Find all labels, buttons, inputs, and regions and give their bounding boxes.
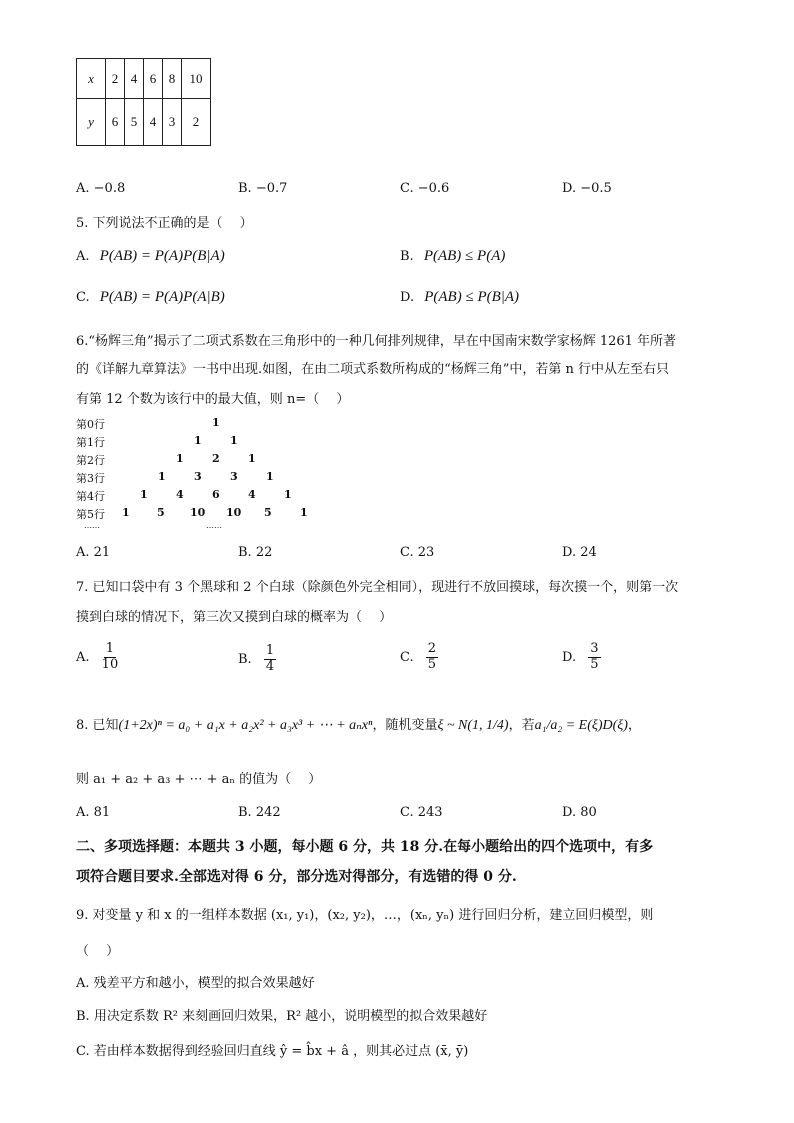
q9-stem-line2: （ ） [76,944,120,959]
triangle-number: 1 [158,470,166,483]
q7-stem-line1: 7. 已知口袋中有 3 个黑球和 2 个白球（除颜色外完全相同），现进行不放回摸球，每次摸一个，则第一次 [76,580,679,595]
q5-option-a [76,248,225,265]
q5-option-b [400,248,505,265]
triangle-number: 1 [230,434,238,447]
table-cell: 3 [163,99,182,146]
fraction-denominator: 10 [101,656,119,672]
q7-option-b [238,644,278,675]
triangle-number: 3 [194,470,202,483]
triangle-number: 1 [176,452,184,465]
q6-option-b: B. 22 [238,545,273,560]
triangle-number: 4 [176,488,184,501]
q4-option-a: A. −0.8 [76,181,126,196]
q7-option-a [76,642,120,673]
q5-option-d-label: D. [400,290,415,305]
table-cell: 6 [144,59,163,99]
q9-option-c: C. 若由样本数据得到经验回归直线 ŷ = b̂x + â ，则其必过点 (x̄, ȳ) [76,1044,469,1059]
table-row-y [77,99,211,146]
q5-option-c-formula: P(AB) = P(A)P(A|B) [99,289,225,305]
table-cell: 5 [125,99,144,146]
triangle-number: 4 [248,488,256,501]
q4-option-c: C. −0.6 [400,181,450,196]
triangle-number: 1 [248,452,256,465]
q6-option-a: A. 21 [76,545,111,560]
q7-option-fraction [426,642,438,673]
q5-option-c [76,289,225,306]
q8-mid-text: ，随机变量 [372,718,438,733]
fraction-numerator: 1 [105,641,115,656]
fraction-numerator: 1 [265,643,275,658]
q5-stem: 5. 下列说法不正确的是（ ） [76,216,253,231]
q5-option-a-formula: P(AB) = P(A)P(B|A) [99,248,225,264]
q7-option-label: B. [238,651,252,667]
q8-stem-line1 [76,714,641,734]
q5-option-b-label: B. [400,249,414,264]
q5-option-d [400,289,519,306]
table-row-x [77,59,211,99]
q4-option-b: B. −0.7 [238,181,288,196]
q5-option-d-formula: P(AB) ≤ P(B|A) [424,289,520,305]
table-cell: 2 [106,59,125,99]
triangle-number: 2 [212,452,220,465]
table-cell: 4 [125,59,144,99]
triangle-number: 10 [226,506,242,519]
q9-option-b: B. 用决定系数 R² 来刻画回归效果，R² 越小，说明模型的拟合效果越好 [76,1009,488,1024]
q7-option-label: A. [76,649,90,665]
q7-option-label: D. [562,649,577,665]
q5-option-c-label: C. [76,290,90,305]
triangle-number: 1 [212,416,220,429]
table-cell: 8 [163,59,182,99]
q7-option-c [400,642,440,673]
q5-option-a-label: A. [76,249,90,264]
table-cell: 6 [106,99,125,146]
q8-stem-line2: 则 a₁ + a₂ + a₃ + ⋯ + aₙ 的值为（ ） [76,772,322,787]
triangle-number: 1 [194,434,202,447]
triangle-row-label: 第1行 [76,436,105,449]
triangle-number: 5 [264,506,272,519]
triangle-number: 1 [140,488,148,501]
q6-option-c: C. 23 [400,545,435,560]
q8-if-text: ，若 [508,718,535,733]
triangle-number: 1 [266,470,274,483]
q7-option-fraction [264,644,276,675]
section2-heading-line2: 项符合题目要求.全部选对得 6 分，部分选对得部分，有选错的得 0 分. [76,869,517,885]
q5-option-b-formula: P(AB) ≤ P(A) [423,248,506,264]
q9-stem-line1: 9. 对变量 y 和 x 的一组样本数据 (x₁, y₁)，(x₂, y₂)，…，(xₙ, yₙ) 进行回归分析，建立回归模型，则 [76,908,654,923]
table-cell-x-label: x [77,59,106,99]
q9-option-a: A. 残差平方和越小，模型的拟合效果越好 [76,976,315,991]
q6-option-d: D. 24 [562,545,597,560]
triangle-number: 6 [212,488,220,501]
triangle-row-label: 第2行 [76,454,105,467]
q6-stem-line1: 6.“杨辉三角”揭示了二项式系数在三角形中的一种几何排列规律，早在中国南宋数学家杨辉 1261 年所著 [76,334,677,349]
table-cell-y-label: y [77,99,106,146]
q8-option-a: A. 81 [76,805,111,820]
fraction-denominator: 4 [265,658,275,674]
q4-option-d: D. −0.5 [562,181,612,196]
fraction-denominator: 5 [590,656,599,672]
q7-option-label: C. [400,649,414,665]
fraction-denominator: 5 [427,656,437,672]
q8-end-text: ， [627,718,641,733]
q8-distribution: ξ ~ N(1, 1/4) [437,718,509,733]
q7-option-fraction [588,642,600,673]
q7-option-d [562,642,603,673]
section2-heading-line1: 二、多项选择题：本题共 3 小题，每小题 6 分，共 18 分.在每小题给出的四个选项中，有多 [76,839,654,855]
triangle-row-label: 第0行 [76,418,105,431]
triangle-ellipsis: …… [206,521,222,530]
q6-stem-line3: 有第 12 个数为该行中的最大值，则 n=（ ） [76,392,350,407]
fraction-numerator: 2 [427,641,437,656]
triangle-ellipsis: …… [84,521,100,530]
triangle-row-label: 第4行 [76,490,105,503]
q7-option-fraction [102,642,119,673]
triangle-number: 5 [157,506,165,519]
q7-stem-line2: 摸到白球的情况下，第三次又摸到白球的概率为（ ） [76,610,393,625]
triangle-number: 3 [230,470,238,483]
q8-condition: a₁/a₂ = E(ξ)D(ξ) [534,718,628,733]
xy-data-table [76,58,211,146]
q8-option-c: C. 243 [400,805,443,820]
table-cell: 2 [182,99,211,146]
triangle-number: 10 [190,506,206,519]
triangle-number: 1 [300,506,308,519]
triangle-row-label: 第3行 [76,472,105,485]
triangle-number: 1 [122,506,130,519]
q8-binomial-expansion: (1+2x)ⁿ = a₀ + a₁x + a₂x² + a₃x³ + ⋯ + aₙxⁿ [118,718,373,733]
q6-stem-line2: 的《详解九章算法》一书中出现.如图，在由二项式系数所构成的“杨辉三角”中，若第 n 行中从左至右只 [76,362,670,377]
q8-prefix: 8. 已知 [76,718,119,733]
triangle-row-label: 第5行 [76,508,105,521]
triangle-number: 1 [284,488,292,501]
table-cell: 4 [144,99,163,146]
q8-option-b: B. 242 [238,805,281,820]
q8-option-d: D. 80 [562,805,597,820]
table-cell: 10 [182,59,211,99]
fraction-numerator: 3 [590,641,599,656]
